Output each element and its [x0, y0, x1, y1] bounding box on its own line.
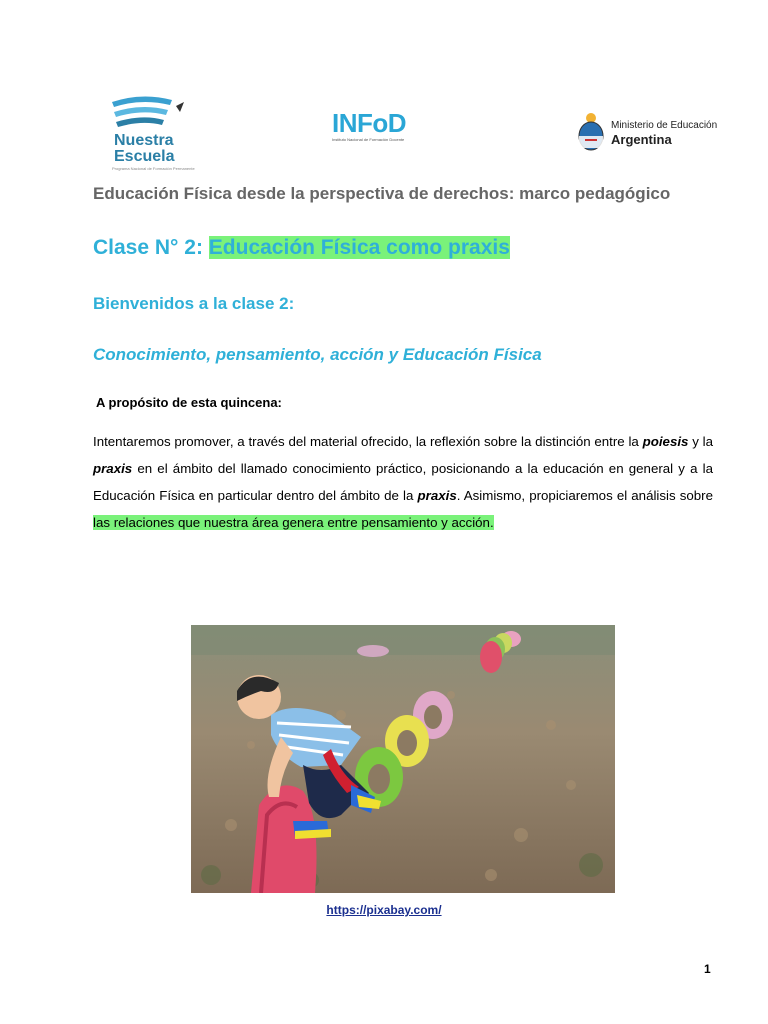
- class-title-highlight: Educación Física como praxis: [208, 236, 510, 259]
- infod-wordmark: INFoD: [332, 108, 407, 138]
- section-subtitle: Conocimiento, pensamiento, acción y Educación Física: [93, 345, 542, 364]
- ministerio-logo: [575, 110, 718, 154]
- child-on-tires-photo: [191, 625, 615, 893]
- para-text-1: Intentaremos promover, a través del material ofrecido, la reflexión sobre la distinción entre la: [93, 434, 643, 449]
- para-text-3: en el ámbito del llamado conocimiento práctico, posicionando a la educación en general y a la Educación Física en particular dentro del ámbito de la: [93, 461, 713, 503]
- page-number: 1: [704, 962, 711, 976]
- intro-paragraph: [93, 428, 713, 536]
- class-title: [93, 236, 510, 260]
- para-text-4: . Asimismo, propiciaremos el análisis sobre: [456, 488, 714, 503]
- course-title: Educación Física desde la perspectiva de derechos: marco pedagógico: [93, 184, 671, 203]
- nuestra-escuela-line1: Nuestra: [114, 132, 174, 149]
- para-highlight: las relaciones que nuestra área genera entre pensamiento y acción.: [93, 515, 494, 530]
- header-logos: [100, 90, 718, 171]
- welcome-heading: Bienvenidos a la clase 2:: [93, 294, 295, 313]
- pixabay-link[interactable]: https://pixabay.com/: [326, 903, 442, 917]
- class-title-prefix: Clase N° 2:: [93, 236, 209, 259]
- term-praxis-2: praxis: [417, 488, 457, 503]
- nuestra-escuela-line2: Escuela: [114, 148, 175, 165]
- ministerio-line2: Argentina: [611, 132, 672, 147]
- infod-logo: [332, 108, 406, 142]
- term-poiesis: poiesis: [642, 434, 689, 449]
- infod-subtitle: Instituto Nacional de Formación Docente: [332, 137, 405, 142]
- image-credit: [0, 903, 768, 917]
- nuestra-escuela-stripes-icon: [106, 94, 186, 134]
- purpose-label: A propósito de esta quincena:: [96, 395, 282, 410]
- para-text-2: y la: [688, 434, 713, 449]
- term-praxis-1: praxis: [93, 461, 133, 476]
- ministerio-line1: Ministerio de Educación: [611, 120, 718, 131]
- nuestra-escuela-subtitle: Programa Nacional de Formación Permanente: [112, 166, 195, 171]
- nuestra-escuela-logo: [106, 94, 196, 171]
- coat-of-arms-icon: [575, 110, 607, 152]
- photo-illustration: [191, 625, 615, 893]
